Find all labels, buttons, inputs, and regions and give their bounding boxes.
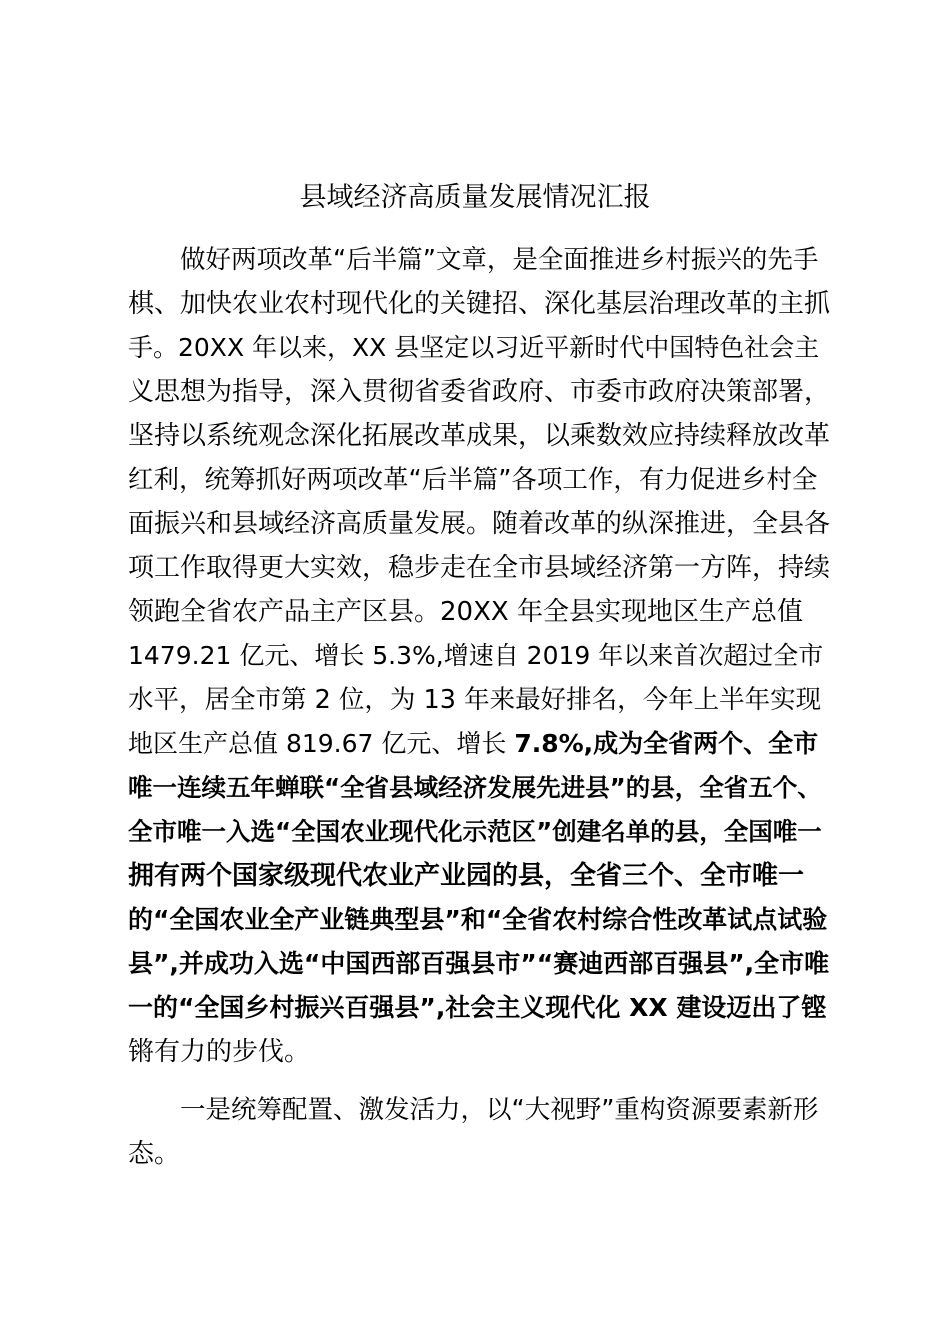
text-line: 面振兴和县域经济高质量发展。随着改革的纵深推进，全县各 bbox=[128, 509, 831, 539]
text-line: 一是统筹配置、激发活力，以“大视野”重构资源要素新形 bbox=[180, 1095, 819, 1125]
text-line: 棋、加快农业农村现代化的关键招、深化基层治理改革的主抓 bbox=[128, 289, 831, 319]
text-line: 手。20XX 年以来，XX 县坚定以习近平新时代中国特色社会主 bbox=[128, 333, 820, 362]
text-line: 态。 bbox=[128, 1139, 181, 1169]
text-line: 的“全国农业全产业链典型县”和“全省农村综合性改革试点试验 bbox=[128, 905, 828, 934]
text-line: 项工作取得更大实效，稳步走在全市县域经济第一方阵，持续 bbox=[128, 553, 831, 583]
text-line: 坚持以系统观念深化拓展改革成果，以乘数效应持续释放改革 bbox=[128, 421, 831, 451]
text-line: 做好两项改革“后半篇”文章，是全面推进乡村振兴的先手 bbox=[180, 245, 819, 275]
text-line: 锵有力的步伐。 bbox=[128, 1037, 311, 1067]
text-line: 一的“全国乡村振兴百强县”,社会主义现代化 XX 建设迈出了铿 bbox=[128, 993, 827, 1022]
document-title: 县域经济高质量发展情况汇报 bbox=[299, 182, 651, 213]
text-line: 红利，统筹抓好两项改革“后半篇”各项工作，有力促进乡村全 bbox=[128, 465, 818, 495]
text-line: 全市唯一入选“全国农业现代化示范区”创建名单的县，全国唯一 bbox=[128, 817, 822, 846]
text-line: 唯一连续五年蝉联“全省县域经济发展先进县”的县，全省五个、 bbox=[128, 773, 822, 802]
text-line: 地区生产总值 819.67 亿元、增长 7.8%,成为全省两个、全市 bbox=[128, 729, 819, 758]
text-line: 拥有两个国家级现代农业产业园的县，全省三个、全市唯一 bbox=[128, 861, 805, 891]
text-line: 县”,并成功入选“中国西部百强县市”“赛迪西部百强县”,全市唯 bbox=[128, 949, 830, 978]
text-line: 水平，居全市第 2 位，为 13 年来最好排名，今年上半年实现 bbox=[128, 685, 822, 715]
text-line: 义思想为指导，深入贯彻省委省政府、市委市政府决策部署， bbox=[128, 377, 831, 407]
text-line: 1479.21 亿元、增长 5.3%,增速自 2019 年以来首次超过全市 bbox=[128, 641, 824, 670]
text-line: 领跑全省农产品主产区县。20XX 年全县实现地区生产总值 bbox=[128, 597, 803, 627]
